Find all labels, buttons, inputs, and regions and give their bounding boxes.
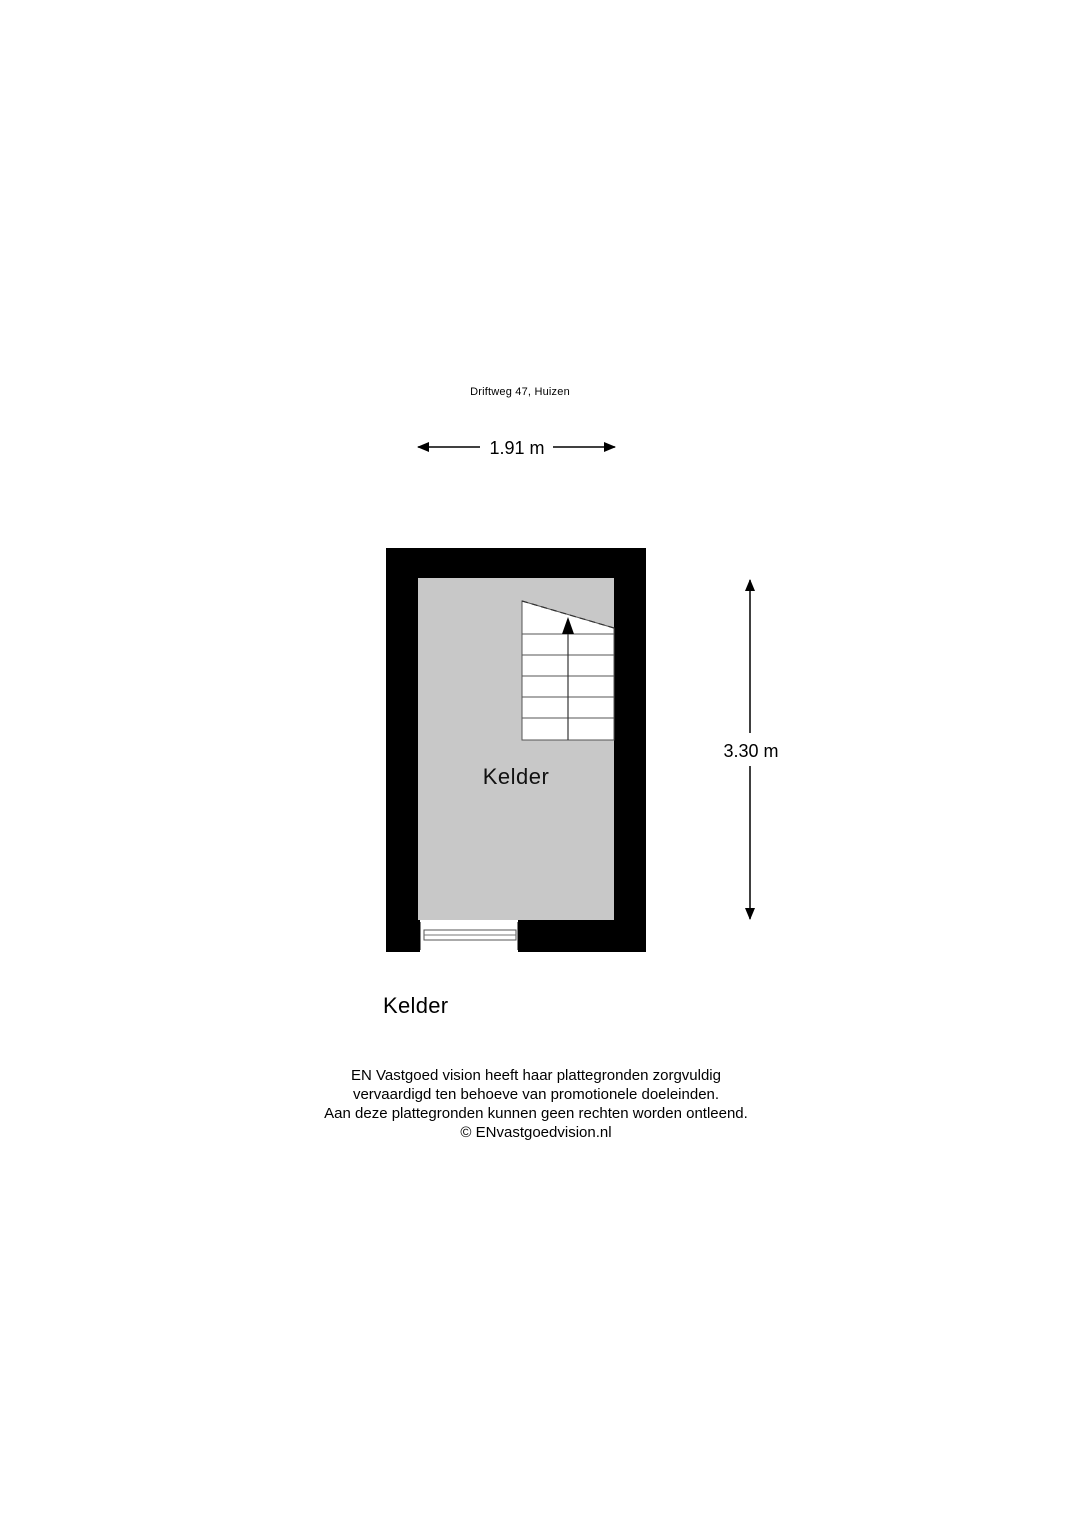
room-label: Kelder	[482, 764, 550, 789]
floor-name: Kelder	[383, 993, 449, 1018]
address-label: Driftweg 47, Huizen	[470, 386, 570, 398]
disclaimer-line: EN Vastgoed vision heeft haar plattegronden zorgvuldig	[351, 1067, 721, 1084]
depth-dimension-label: 3.30 m	[723, 741, 779, 761]
copyright-line: © ENvastgoedvision.nl	[460, 1124, 612, 1141]
door-opening	[420, 920, 518, 952]
disclaimer-line: vervaardigd ten behoeve van promotionele doeleinden.	[352, 1086, 720, 1103]
depth-dimension	[723, 580, 778, 919]
width-dimension-label: 1.91 m	[489, 438, 545, 458]
disclaimer-line: Aan deze plattegronden kunnen geen rechten worden ontleend.	[324, 1105, 748, 1122]
width-dimension	[418, 438, 615, 458]
disclaimer	[0, 1066, 1072, 1142]
